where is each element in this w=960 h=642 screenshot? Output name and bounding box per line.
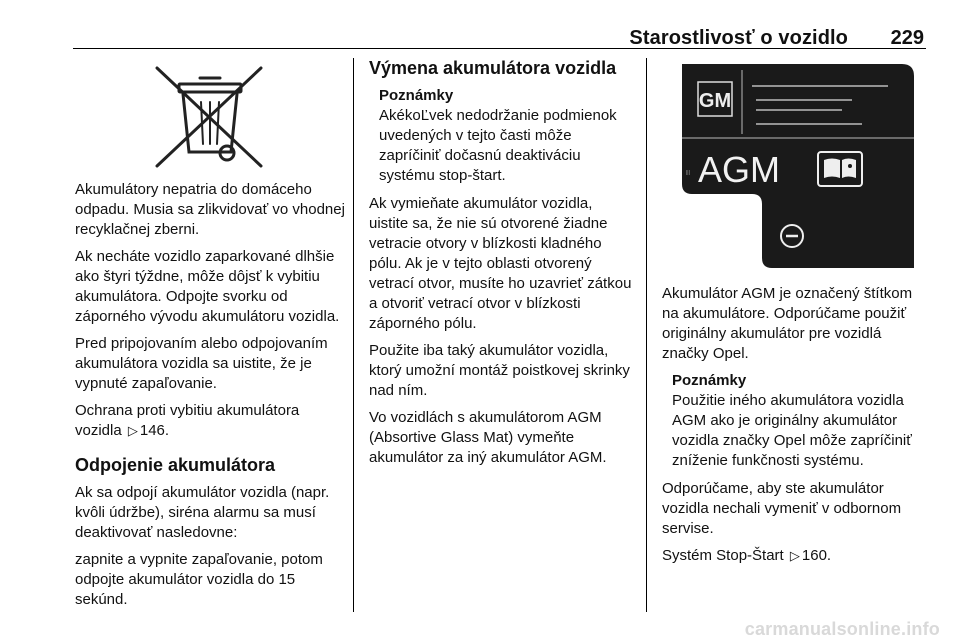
page-title: Starostlivosť o vozidlo — [629, 27, 848, 49]
note-text: AkékoĽvek nedodržanie podmienok uvedených v tejto časti môže zapríčiniť dočasnú deaktiváciu systému stop-štart. — [379, 107, 617, 184]
note-text-agm: Použitie iného akumulátora vozidla AGM ako je originálny akumulátor vozidla značky Opel môže zapríčiniť zníženie funkčnosti systému. — [672, 392, 912, 469]
paragraph-discharge-protection — [75, 401, 345, 441]
heading-replace-battery: Výmena akumulátora vozidla — [369, 58, 617, 78]
agm-battery-label-illustration — [652, 58, 922, 276]
page-reference-arrow-icon: ▷ — [789, 548, 800, 563]
page-header — [0, 0, 960, 50]
paragraph-fuse-box: Použite iba taký akumulátor vozidla, ktorý umožní montáž poistkovej skrinky nad ním. — [369, 342, 630, 399]
note-title-agm: Poznámky — [672, 372, 747, 389]
paragraph-vent-openings: Ak vymieňate akumulátor vozidla, uistite sa, že nie sú otvorené žiadne vetracie otvory v blízkosti kladného pólu. Ak je v tejto oblasti otvorený vetrací otvor, musíte ho uzavrieť zátkou a otvoriť vetrací otvor v blízkosti záporného pólu. — [369, 195, 632, 332]
heading-disconnect-battery: Odpojenie akumulátora — [75, 455, 276, 475]
note-box-agm — [662, 371, 932, 471]
discharge-protection-ref[interactable]: 146. — [139, 422, 170, 439]
header-rule — [73, 48, 926, 49]
paragraph-stop-start-ref — [662, 546, 932, 566]
note-title: Poznámky — [379, 87, 454, 104]
paragraph-alarm-deactivation: Ak sa odpojí akumulátor vozidla (napr. kvôli údržbe), siréna alarmu sa musí deaktivovať nasledovne: — [75, 484, 330, 541]
paragraph-disconnect-steps: zapnite a vypnite zapaľovanie, potom odpojte akumulátor vozidla do 15 sekúnd. — [75, 551, 323, 608]
stop-start-ref[interactable]: 160. — [801, 547, 832, 564]
paragraph-service-recommendation: Odporúčame, aby ste akumulátor vozidla nechali vymeniť v odbornom servise. — [662, 480, 902, 537]
gm-logo: GM — [698, 90, 732, 112]
discharge-protection-text: Ochrana proti vybitiu akumulátora vozidla — [75, 402, 300, 439]
crossed-out-wheelie-bin-icon — [75, 58, 345, 170]
footer-watermark: carmanualsonline.info — [744, 619, 940, 639]
column-divider-1 — [353, 58, 354, 612]
note-box — [369, 86, 635, 186]
paragraph-ignition: Pred pripojovaním alebo odpojovaním akumulátora vozidla sa uistite, že je vypnuté zapaľovanie. — [75, 335, 328, 392]
page-number: 229 — [890, 27, 924, 49]
column-divider-2 — [646, 58, 647, 612]
paragraph-parking: Ak necháte vozidlo zaparkované dlhšie ako štyri týždne, môže dôjsť k vybitiu akumulátora. Odpojte svorku od záporného vývodu akumulátoru vozidla. — [75, 248, 340, 325]
column-3 — [662, 58, 932, 573]
label-side-mark: ||| — [686, 170, 690, 176]
column-2 — [369, 58, 635, 475]
paragraph-agm-replace: Vo vozidlách s akumulátorom AGM (Absortive Glass Mat) vymeňte akumulátor za iný akumulátor AGM. — [369, 409, 607, 466]
page-reference-arrow-icon: ▷ — [127, 423, 138, 438]
agm-label-text: AGM — [698, 149, 781, 190]
paragraph-agm-label: Akumulátor AGM je označený štítkom na akumulátore. Odporúčame použiť originálny akumulátor pre vozidlá značky Opel. — [662, 285, 913, 362]
paragraph-battery-disposal: Akumulátory nepatria do domáceho odpadu. Musia sa zlikvidovať vo vhodnej recyklačnej zberni. — [75, 181, 345, 238]
stop-start-text: Systém Stop-Štart — [662, 547, 784, 564]
column-1 — [75, 58, 345, 617]
